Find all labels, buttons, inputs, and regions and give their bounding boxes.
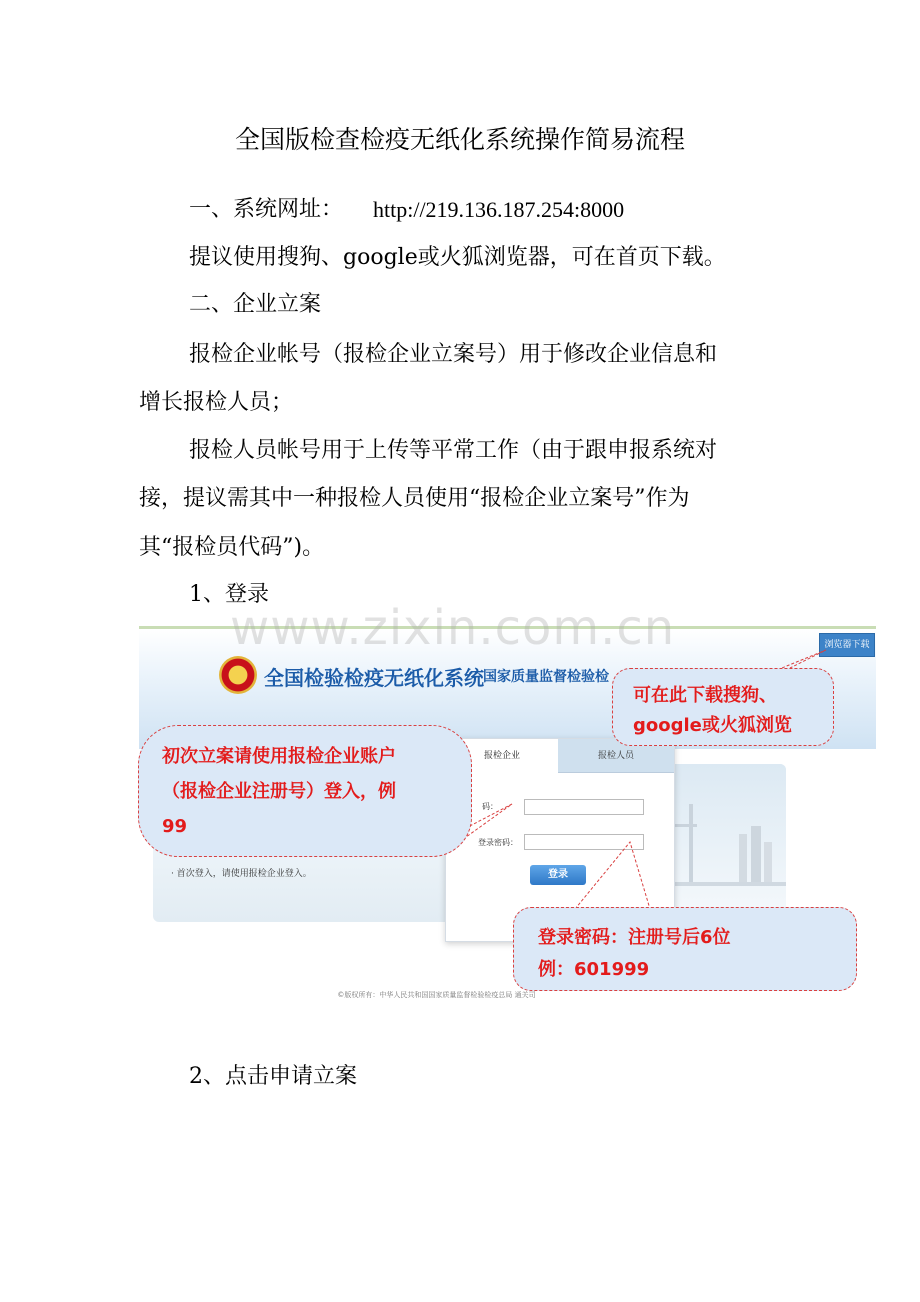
first-login-notice: · 首次登入，请使用报检企业登入。 — [171, 869, 312, 879]
para2-line3: 其“报检员代码”)。 — [139, 535, 325, 560]
system-name: 全国检验检疫无纸化系统 — [264, 666, 484, 690]
account-input[interactable] — [524, 799, 644, 815]
org-name: 国家质量监督检验检 — [483, 669, 609, 685]
para2-line2: 接，提议需其中一种报检人员使用“报检企业立案号”作为 — [139, 486, 690, 511]
password-input[interactable] — [524, 834, 644, 850]
document-title: 全国版检查检疫无纸化系统操作简易流程 — [234, 125, 685, 154]
system-url: http://219.136.187.254:8000 — [373, 197, 625, 222]
copyright-text: ©版权所有：中华人民共和国国家质量监督检验检疫总局 通关司 — [337, 991, 536, 999]
para1-line2: 增长报检人员； — [139, 390, 294, 415]
section1-label: 一、系统网址： — [189, 197, 344, 222]
para2-line1: 报检人员帐号用于上传等平常工作（由于跟申报系统对 — [189, 438, 718, 463]
account-label: 码： — [482, 802, 498, 811]
tab-enterprise[interactable]: 报检企业 — [446, 739, 558, 773]
callout-download-line1: 可在此下载搜狗、 — [633, 685, 777, 706]
login-button[interactable]: 登录 — [530, 865, 586, 885]
browser-tip: 提议使用搜狗、google或火狐浏览器，可在首页下载。 — [189, 245, 726, 270]
callout-download — [612, 668, 834, 746]
browser-download-button[interactable]: 浏览器下载 — [819, 633, 875, 657]
callout-account — [138, 725, 472, 857]
password-label: 登录密码： — [478, 838, 518, 847]
callout-account-line2: （报检企业注册号）登入，例 — [162, 781, 396, 802]
callout-password — [513, 907, 857, 991]
step1-label: 1、登录 — [189, 582, 269, 607]
emblem-icon — [219, 656, 257, 694]
callout-account-line1: 初次立案请使用报检企业账户 — [162, 746, 396, 767]
callout-download-line2: google或火狐浏览 — [633, 715, 792, 736]
watermark: www.zixin.com.cn — [230, 600, 676, 656]
tab-inspector[interactable]: 报检人员 — [558, 739, 674, 773]
callout-password-line1: 登录密码：注册号后6位 — [538, 927, 731, 948]
callout-password-line2: 例：601999 — [538, 959, 650, 980]
section2-label: 二、企业立案 — [189, 292, 322, 317]
callout-account-line3: 99 — [162, 816, 188, 837]
step2-label: 2、点击申请立案 — [189, 1064, 357, 1089]
city-image-area — [669, 764, 786, 922]
city-skyline-icon — [669, 764, 786, 922]
para1-line1: 报检企业帐号（报检企业立案号）用于修改企业信息和 — [189, 342, 718, 367]
